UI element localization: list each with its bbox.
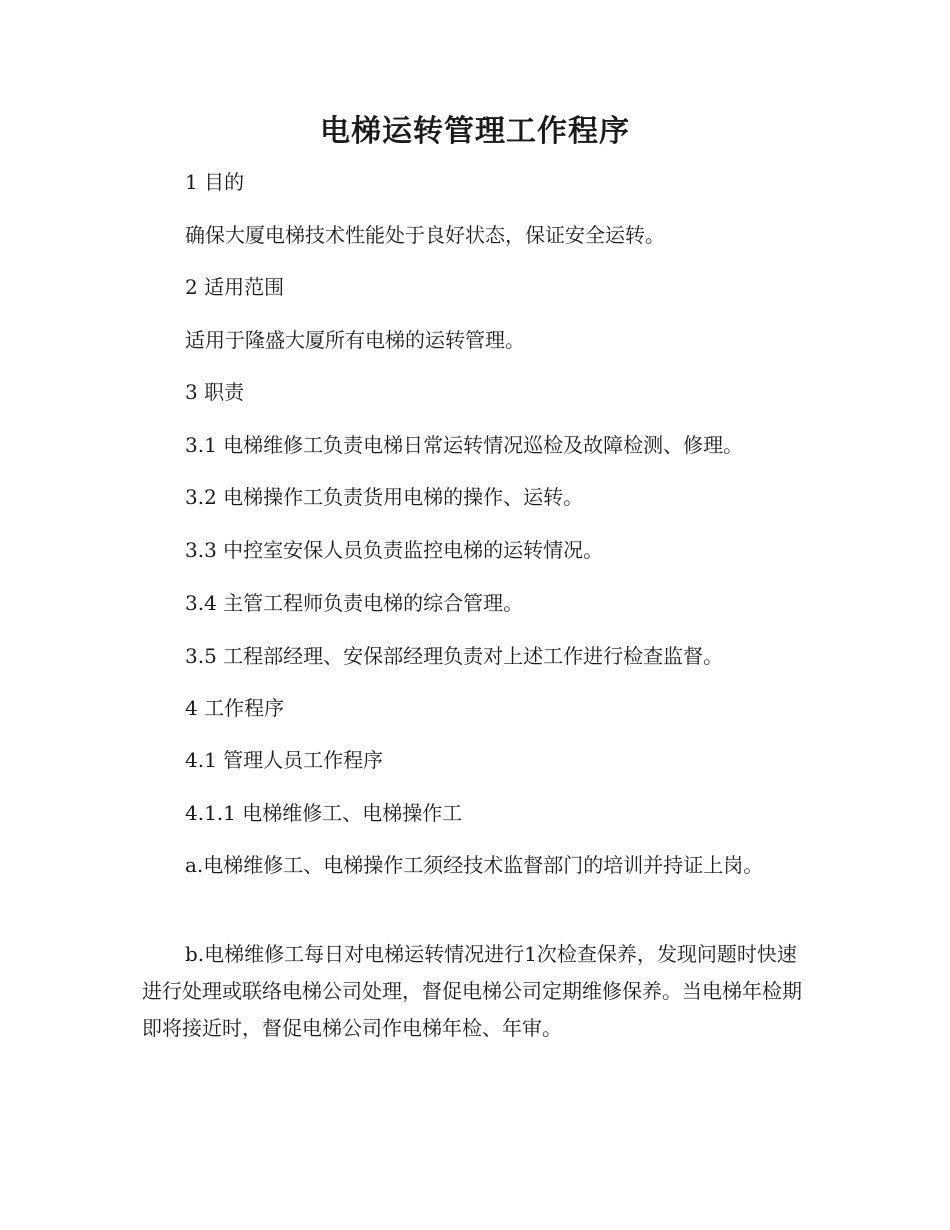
- body-paragraph: a.电梯维修工、电梯操作工须经技术监督部门的培训并持证上岗。: [185, 853, 764, 877]
- section-heading-responsibilities: 3 职责: [185, 380, 245, 404]
- list-item: 3.4 主管工程师负责电梯的综合管理。: [185, 591, 524, 615]
- subsection-heading: 4.1 管理人员工作程序: [185, 748, 384, 772]
- body-paragraph: b.电梯维修工每日对电梯运转情况进行1次检查保养，发现问题时快速进行处理或联络电梯公司处理，督促电梯公司定期维修保养。当电梯年检期即将接近时，督促电梯公司作电梯年检、年审。: [142, 942, 802, 1040]
- document-title: 电梯运转管理工作程序: [320, 114, 630, 149]
- list-item: 3.2 电梯操作工负责货用电梯的操作、运转。: [185, 485, 584, 509]
- body-text: 适用于隆盛大厦所有电梯的运转管理。: [185, 328, 525, 352]
- section-heading-purpose: 1 目的: [185, 170, 245, 194]
- list-item: 3.3 中控室安保人员负责监控电梯的运转情况。: [185, 538, 604, 562]
- section-heading-procedure: 4 工作程序: [185, 696, 285, 720]
- section-heading-scope: 2 适用范围: [185, 275, 285, 299]
- subsection-heading: 4.1.1 电梯维修工、电梯操作工: [185, 801, 463, 825]
- list-item: 3.5 工程部经理、安保部经理负责对上述工作进行检查监督。: [185, 644, 724, 668]
- body-text: 确保大厦电梯技术性能处于良好状态，保证安全运转。: [185, 223, 665, 247]
- list-item: 3.1 电梯维修工负责电梯日常运转情况巡检及故障检测、修理。: [185, 433, 744, 457]
